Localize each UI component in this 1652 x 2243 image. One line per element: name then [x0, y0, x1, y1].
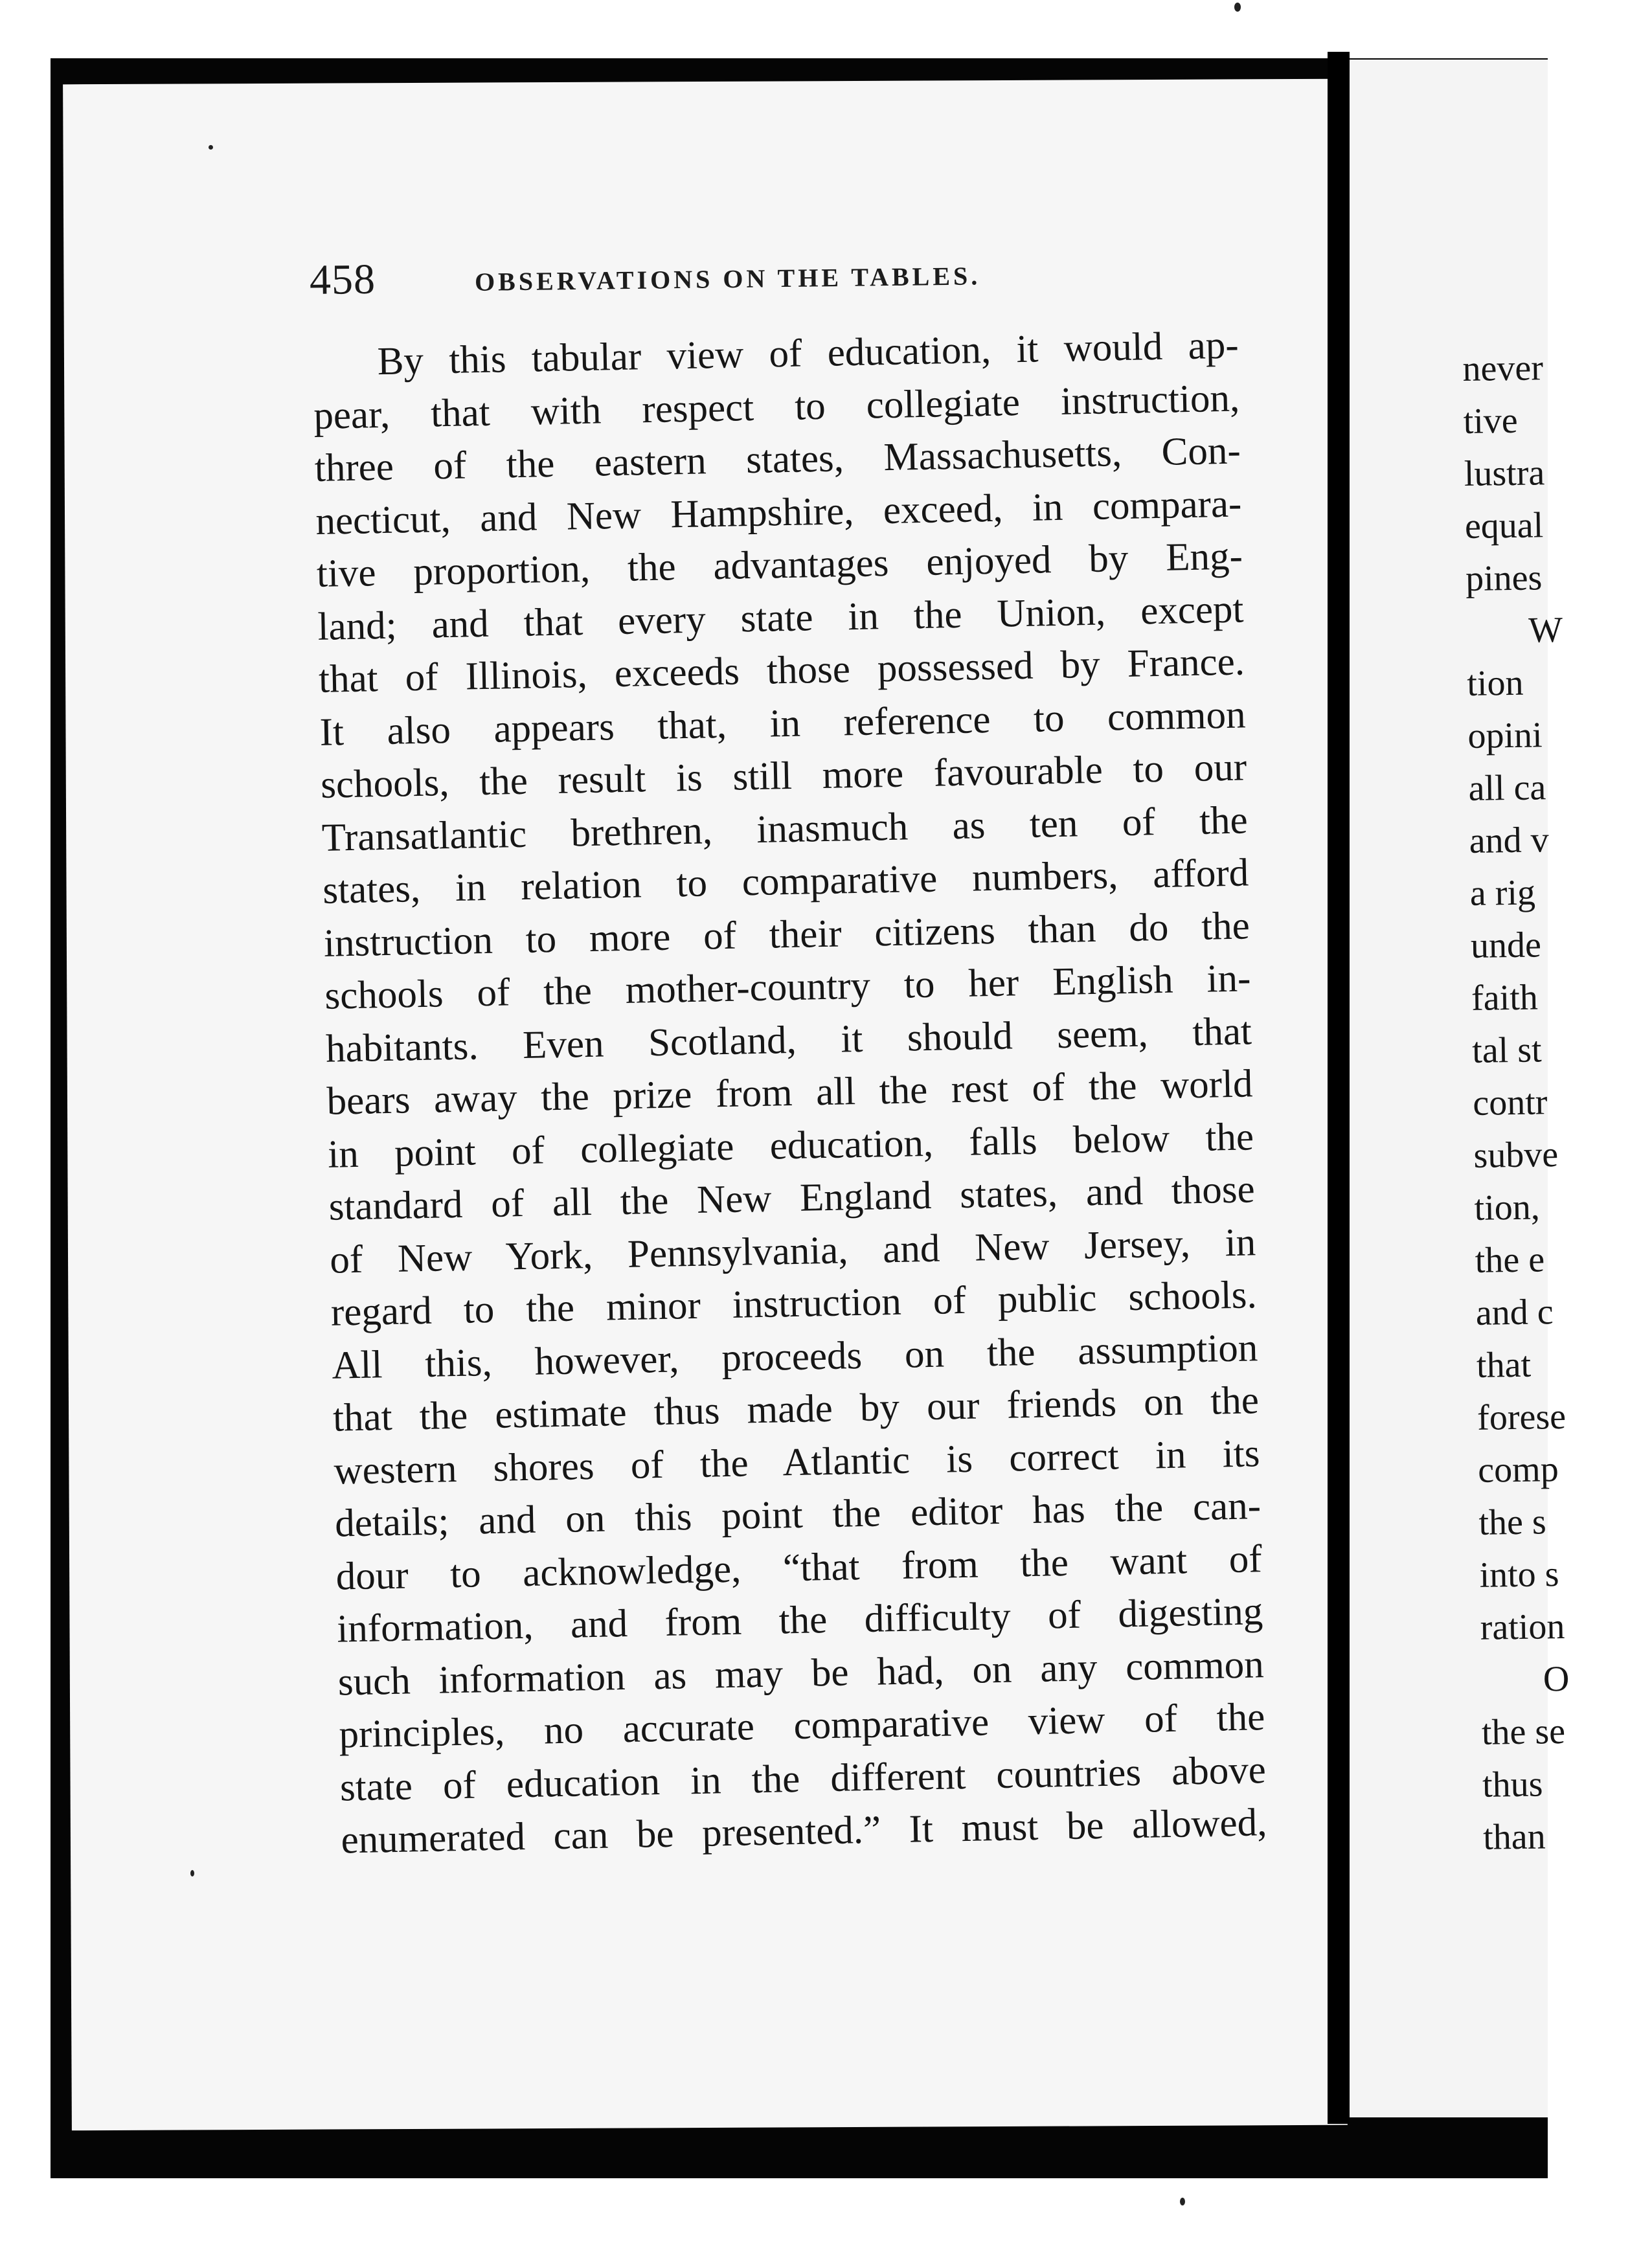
text-line: details; and on this point the editor has the can- [334, 1484, 1262, 1546]
facing-text-line: tal st [1471, 1030, 1543, 1071]
text-line: It also appears that, in reference to common [319, 692, 1247, 754]
text-line: three of the eastern states, Massachusetts, Con- [314, 429, 1241, 490]
facing-text-line: and v [1469, 820, 1550, 861]
facing-text-line: the e [1475, 1239, 1545, 1281]
text-line: All this, however, proceeds on the assumption [331, 1325, 1258, 1388]
facing-page-text [1462, 341, 1652, 1864]
text-line: regard to the minor instruction of public schools. [330, 1273, 1258, 1335]
text-line: dour to acknowledge, “that from the want of [335, 1537, 1263, 1599]
facing-text-line: and c [1475, 1292, 1554, 1333]
facing-text-line: tive [1463, 400, 1519, 442]
facing-text-line: than [1482, 1816, 1546, 1858]
text-line: tive proportion, the advantages enjoyed by Eng- [316, 534, 1243, 596]
facing-text-line: contr [1472, 1082, 1548, 1123]
facing-text-line: pines [1465, 558, 1543, 599]
facing-text-line: ration [1480, 1606, 1565, 1648]
facing-text-line: thus [1482, 1764, 1543, 1805]
facing-text-line: all ca [1468, 767, 1546, 809]
text-line: schools, the result is still more favourable to our [320, 745, 1247, 807]
text-line: state of education in the different countries above [339, 1748, 1267, 1810]
book-gutter [1328, 52, 1350, 2124]
facing-text-line: tion, [1474, 1187, 1541, 1228]
text-line: pear, that with respect to collegiate instruction, [313, 376, 1240, 438]
text-line: principles, no accurate comparative view of the [338, 1695, 1265, 1757]
scan-speck [190, 1870, 194, 1877]
facing-text-line: O [1543, 1658, 1570, 1700]
text-line: enumerated can be presented.” It must be allowed, [340, 1801, 1267, 1862]
text-line: schools of the mother-country to her English in- [324, 956, 1251, 1018]
page-number: 458 [309, 255, 376, 304]
facing-text-line: the se [1481, 1711, 1566, 1753]
facing-text-line: the s [1478, 1502, 1547, 1543]
text-line: land; and that every state in the Union, except [317, 587, 1244, 649]
facing-text-line: equal [1464, 505, 1544, 547]
facing-text-line: never [1462, 348, 1544, 389]
text-line: that the estimate thus made by our friends on the [332, 1379, 1260, 1440]
facing-text-line: forese [1477, 1396, 1567, 1438]
scan-speck [1234, 3, 1241, 12]
text-line: By this tabular view of education, it would ap- [377, 323, 1239, 384]
text-line: that of Illinois, exceeds those possessed by France. [318, 640, 1245, 701]
facing-text-line: W [1528, 609, 1563, 651]
text-line: standard of all the New England states, and those [328, 1167, 1256, 1229]
facing-text-line: into s [1479, 1554, 1559, 1595]
text-line: Transatlantic brethren, inasmuch as ten of the [321, 798, 1249, 860]
scan-speck [1180, 2198, 1185, 2205]
text-line: in point of collegiate education, falls below the [327, 1114, 1254, 1177]
body-text [312, 319, 1267, 1867]
text-line: of New York, Pennsylvania, and New Jersey, in [329, 1220, 1256, 1282]
facing-text-line: subve [1473, 1134, 1559, 1176]
facing-text-line: opini [1467, 715, 1543, 756]
text-line: states, in relation to comparative numbers, afford [322, 851, 1249, 912]
facing-text-line: a rig [1469, 872, 1536, 914]
text-line: western shores of the Atlantic is correct in its [333, 1431, 1261, 1493]
text-line: bears away the prize from all the rest of the world [326, 1062, 1254, 1123]
text-line: such information as may be had, on any common [337, 1642, 1265, 1704]
facing-text-line: faith [1471, 977, 1539, 1019]
text-line: habitants. Even Scotland, it should seem, that [325, 1009, 1252, 1071]
text-line: information, and from the difficulty of digesting [336, 1590, 1263, 1651]
facing-text-line: lustra [1464, 453, 1545, 494]
facing-text-line: unde [1470, 925, 1542, 966]
facing-text-line: tion [1466, 662, 1524, 704]
text-line: necticut, and New Hampshire, exceed, in compara- [315, 482, 1242, 543]
running-head: OBSERVATIONS ON THE TABLES. [474, 261, 981, 297]
scan-speck [209, 145, 213, 150]
facing-text-line: comp [1477, 1449, 1559, 1491]
facing-text-line: that [1476, 1344, 1532, 1386]
text-line: instruction to more of their citizens than do the [323, 903, 1250, 965]
